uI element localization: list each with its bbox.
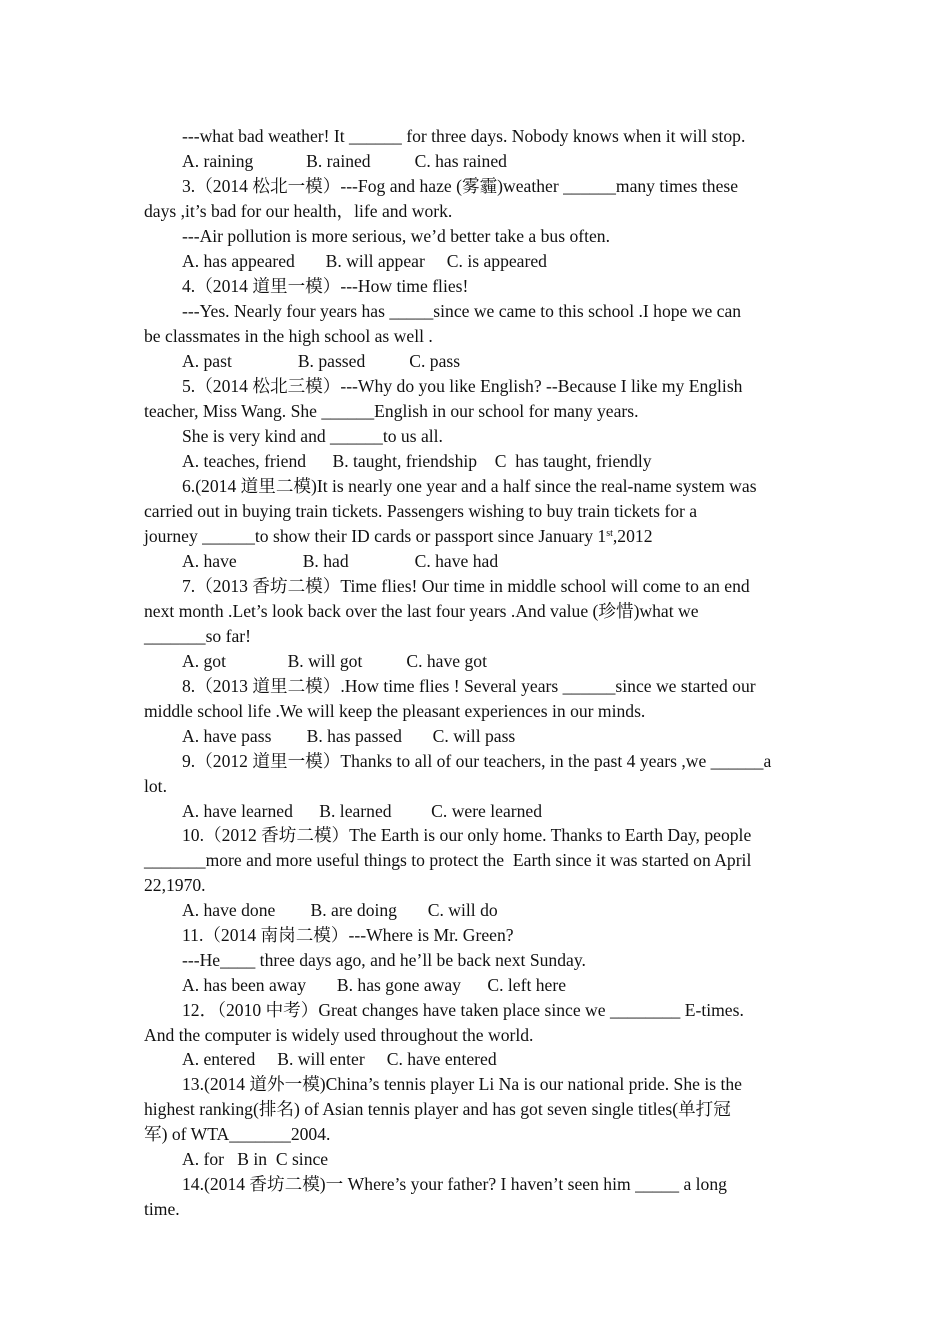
text-line: days ,it’s bad for our health，life and work. bbox=[144, 201, 453, 221]
question-9: 9.（2012 道里一模）Thanks to all of our teachers, in the past 4 years ,we ______a bbox=[182, 751, 772, 771]
answer-options: A. have done B. are doing C. will do bbox=[182, 900, 498, 920]
answer-options: A. have pass B. has passed C. will pass bbox=[182, 726, 516, 746]
text-line: time. bbox=[144, 1199, 180, 1219]
text-line: teacher, Miss Wang. She ______English in our school for many years. bbox=[144, 401, 639, 421]
question-8: 8.（2013 道里二模）.How time flies ! Several years ______since we started our bbox=[182, 676, 756, 696]
question-3: 3.（2014 松北一模）---Fog and haze (雾霾)weather ______many times these bbox=[182, 176, 739, 196]
text-line: ---He____ three days ago, and he’ll be back next Sunday. bbox=[182, 950, 586, 970]
text-line: ---Yes. Nearly four years has _____since we came to this school .I hope we can bbox=[182, 301, 742, 321]
answer-options: A. have learned B. learned C. were learned bbox=[182, 801, 543, 821]
text-line bbox=[144, 524, 653, 549]
question-5: 5.（2014 松北三模）---Why do you like English? --Because I like my English bbox=[182, 376, 743, 396]
text-line: _______more and more useful things to protect the Earth since it was started on April bbox=[144, 850, 752, 870]
text-segment: ,2012 bbox=[612, 526, 653, 546]
answer-options: A. have B. had C. have had bbox=[182, 551, 499, 571]
superscript: st bbox=[606, 528, 613, 539]
answer-options: A. has appeared B. will appear C. is appeared bbox=[182, 251, 547, 271]
question-11: 11.（2014 南岗二模）---Where is Mr. Green? bbox=[182, 925, 514, 945]
text-line: _______so far! bbox=[144, 626, 252, 646]
question-12: 12．（2010 中考）Great changes have taken place since we ________ E-times. bbox=[182, 1000, 744, 1020]
text-line: middle school life .We will keep the pleasant experiences in our minds. bbox=[144, 701, 646, 721]
question-13: 13.(2014 道外一模)China’s tennis player Li Na is our national pride. She is the bbox=[182, 1074, 742, 1094]
text-line: highest ranking(排名) of Asian tennis player and has got seven single titles(单打冠 bbox=[144, 1099, 731, 1119]
text-line: 22,1970. bbox=[144, 875, 206, 895]
answer-options: A. raining B. rained C. has rained bbox=[182, 151, 507, 171]
text-line: next month .Let’s look back over the last four years .And value (珍惜)what we bbox=[144, 601, 699, 621]
text-segment: journey ______to show their ID cards or passport since January 1 bbox=[144, 526, 607, 546]
text-line: She is very kind and ______to us all. bbox=[182, 426, 443, 446]
question-14: 14.(2014 香坊二模)一 Where’s your father? I haven’t seen him _____ a long bbox=[182, 1174, 727, 1194]
answer-options: A. teaches, friend B. taught, friendship C has taught, friendly bbox=[182, 451, 652, 471]
answer-options: A. entered B. will enter C. have entered bbox=[182, 1049, 497, 1069]
question-7: 7.（2013 香坊二模）Time flies! Our time in middle school will come to an end bbox=[182, 576, 750, 596]
text-line: carried out in buying train tickets. Passengers wishing to buy train tickets for a bbox=[144, 501, 698, 521]
text-line: And the computer is widely used throughout the world. bbox=[144, 1025, 534, 1045]
answer-options: A. has been away B. has gone away C. left here bbox=[182, 975, 567, 995]
text-line: 军) of WTA_______2004. bbox=[144, 1124, 331, 1144]
answer-options: A. got B. will got C. have got bbox=[182, 651, 487, 671]
text-line: lot. bbox=[144, 776, 167, 796]
question-4: 4.（2014 道里一模）---How time flies! bbox=[182, 276, 469, 296]
text-line: ---what bad weather! It ______ for three days. Nobody knows when it will stop. bbox=[182, 126, 746, 146]
text-line: ---Air pollution is more serious, we’d better take a bus often. bbox=[182, 226, 610, 246]
answer-options: A. for B in C since bbox=[182, 1149, 329, 1169]
question-10: 10.（2012 香坊二模）The Earth is our only home. Thanks to Earth Day, people bbox=[182, 825, 752, 845]
answer-options: A. past B. passed C. pass bbox=[182, 351, 461, 371]
question-6: 6.(2014 道里二模)It is nearly one year and a half since the real-name system was bbox=[182, 476, 757, 496]
text-line: be classmates in the high school as well . bbox=[144, 326, 433, 346]
